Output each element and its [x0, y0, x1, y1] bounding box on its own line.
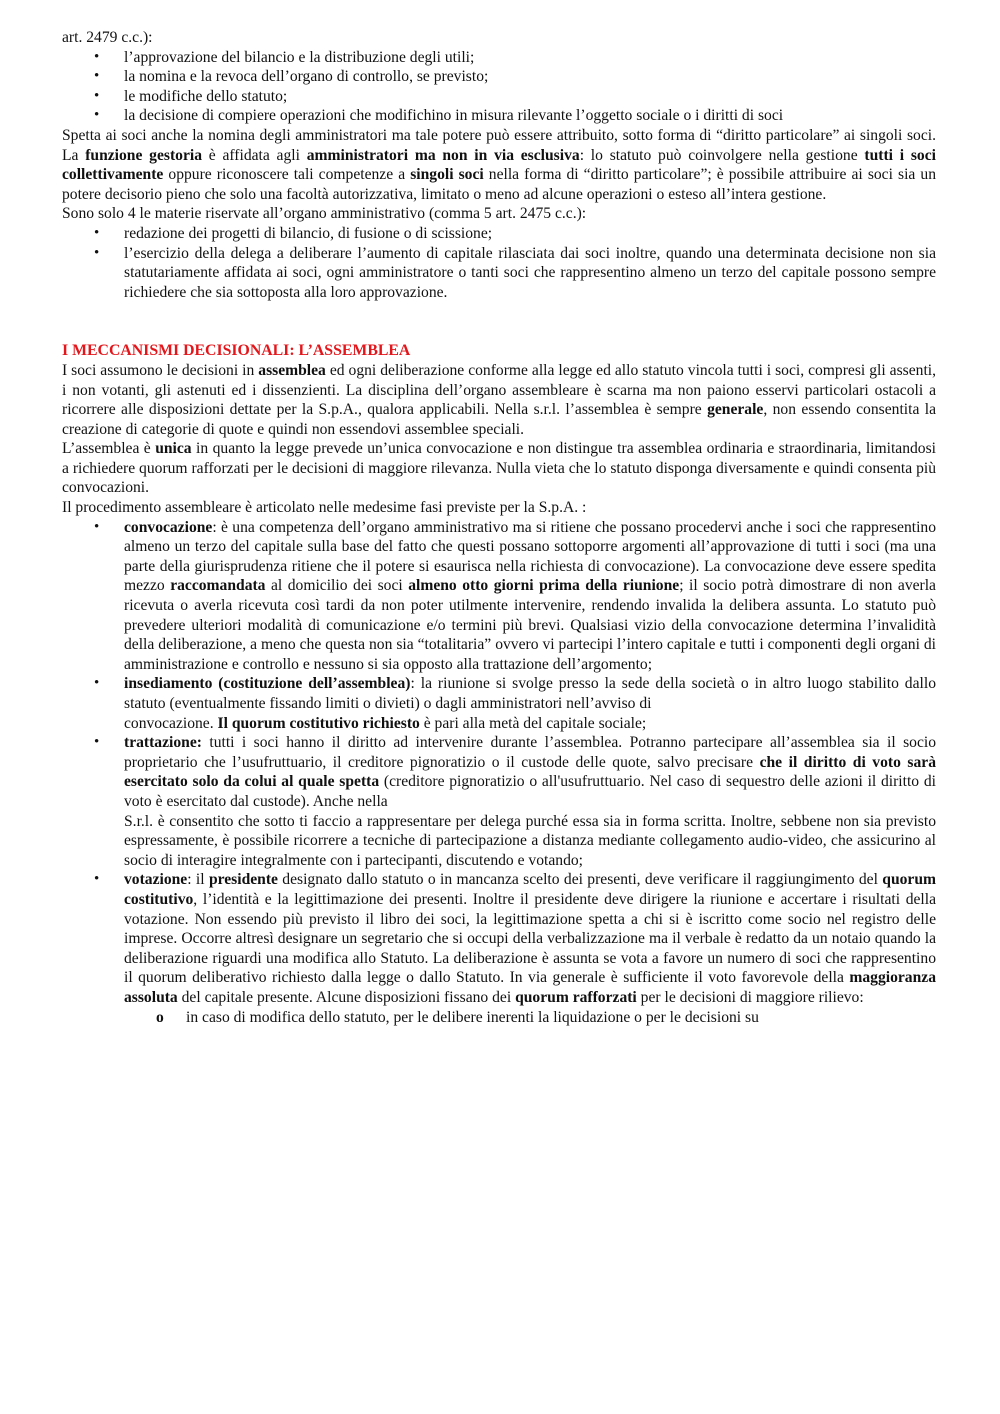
- bold-text: maggioranza assoluta: [124, 969, 936, 1006]
- bold-text: raccomandata: [170, 577, 266, 595]
- text-run: designato dallo statuto o in mancanza scelto dei presenti, deve verificare il raggiungimento del: [277, 871, 883, 889]
- materie-list: [62, 224, 936, 302]
- paragraph-materie: Sono solo 4 le materie riservate all’organo amministrativo (comma 5 art. 2475 c.c.):: [62, 205, 587, 223]
- text-run: Spetta ai soci anche la nomina degli amministratori ma tale potere può essere attribuito, sotto forma di “diritto particolare” ai singoli soci. La: [62, 126, 936, 164]
- paragraph-procedimento: Il procedimento assembleare è articolato nelle medesime fasi previste per la S.p.A. :: [62, 499, 587, 517]
- text-run: al domicilio dei soci: [265, 577, 409, 595]
- bold-text: funzione gestoria: [85, 146, 202, 164]
- list-item: • l’esercizio della delega a deliberare l’aumento di capitale rilasciata dai soci inoltre, quando una determinata decisione non sia statutariamente affidata ai soci, ogni amministratore o tanti soci che rappresentino almeno un terzo del capitale possono sempre richiedere che sia sottoposta alla loro approvazione.: [62, 244, 936, 303]
- text-run: del capitale presente. Alcune disposizioni fissano dei: [177, 988, 516, 1006]
- bold-text: insediamento (costituzione dell’assemblea): [124, 675, 411, 693]
- text-run: L’assemblea è: [62, 440, 156, 458]
- text-run: per le decisioni di maggiore rilievo:: [636, 988, 864, 1006]
- bold-text: tutti i soci collettivamente: [62, 146, 936, 184]
- text-run: ed ogni deliberazione conforme alla legge ed allo statuto vincola tutti i soci, compresi gli assenti, i non votanti, gli astenuti ed i dissenzienti. La disciplina dell’organo assembleare è scarna ma non paiono esservi particolari ostacoli a ricorrere alle disposizioni dettate per la S.p.A., qualora applicabili. Nella s.r.l. l’assemblea è sempre: [62, 361, 937, 419]
- text-run: ; il socio potrà dimostrare di non averla ricevuta o averla ricevuta così tardi da non poter utilmente intervenire, rendendo invalida la delibera assunta. Lo statuto può prevedere ulteriori modalità di comunicazione e/o termini più brevi. Qualsiasi vizio della convocazione determina l’invalidità della deliberazione, a meno che questa non sia “totalitaria” ovvero vi partecipi l’intero capitale e tutti i componenti degli organi di amministrazione e controllo e nessuno si sia opposto alla trattazione dell’argomento;: [124, 577, 936, 673]
- list-item-convocazione: [62, 518, 936, 675]
- text-run: è pari alla metà del capitale sociale;: [419, 714, 647, 732]
- text-run: in quanto la legge prevede un’unica convocazione e non distingue tra assemblea ordinaria e straordinaria, limitandosi a richiedere quorum rafforzati per le decisioni di maggiore rilevanza. Nulla vieta che lo statuto disponga diversamente e quindi consenta più convocazioni.: [62, 440, 936, 497]
- text-run: : lo statuto può coinvolgere nella gestione: [579, 146, 865, 164]
- list-item-trattazione: [62, 733, 936, 870]
- bold-text: unica: [155, 440, 192, 458]
- text-run: : è una competenza dell’organo amministrativo ma si ritiene che possano procedervi anche i soci che rappresentino almeno un terzo del capitale sulla base del fatto che questi possano sottoporre argomenti all’approvazione di tutti i soci (ma una parte della giurisprudenza ritiene che il potere si esaurisca nella richiesta di convocazione). La convocazione deve essere spedita mezzo: [124, 518, 936, 595]
- text-run: , non essendo consentita la creazione di categorie di quote e quindi non essendovi assemblee speciali.: [62, 401, 936, 438]
- bold-text: assemblea: [258, 361, 326, 379]
- list-item-votazione: [62, 870, 936, 1007]
- bold-text: almeno otto giorni prima della riunione: [408, 577, 680, 595]
- text-run: nella forma di “diritto particolare”; è possibile attribuire ai soci sia un potere decisorio pieno che solo una facoltà autorizzativa, limitato o meno ad alcune operazioni o esteso all’intera gestione.: [62, 166, 936, 203]
- intro-line: art. 2479 c.c.):: [62, 29, 153, 46]
- list-item: • le modifiche dello statuto;: [62, 87, 936, 107]
- list-item: • redazione dei progetti di bilancio, di fusione o di scissione;: [62, 224, 936, 244]
- paragraph-assemblea: [62, 361, 936, 439]
- list-item: • la nomina e la revoca dell’organo di controllo, se previsto;: [62, 67, 936, 87]
- text-run: è affidata agli: [202, 146, 307, 164]
- text-run: oppure riconoscere tali competenze a: [163, 166, 411, 184]
- list-item: • la decisione di compiere operazioni che modifichino in misura rilevante l’oggetto sociale o i diritti di soci: [62, 106, 936, 126]
- bold-text: presidente: [208, 871, 278, 889]
- bold-text: convocazione: [124, 518, 213, 536]
- sub-list-item: o in caso di modifica dello statuto, per le delibere inerenti la liquidazione o per le decisioni su: [124, 1008, 936, 1028]
- bold-text: trattazione:: [124, 734, 202, 752]
- text-run: , l’identità e la legittimazione dei presenti. Inoltre il presidente deve dirigere la riunione e accertare i risultati della votazione. Non essendo più previsto il libro dei soci, la legittimazione spetta a chi si è iscritto come socio nel registro delle imprese. Occorre altresì designare un segretario che si occupi della verbalizzazione ma il verbale è redatto da un notaio quando la deliberazione riguardi una modifica allo Statuto. La deliberazione è assunta se vota a favore un numero di soci che rappresentino il quorum deliberativo richiesto dalla legge o dallo Statuto. In via generale è sufficiente il voto favorevole della: [124, 890, 936, 987]
- text-run: convocazione.: [124, 714, 218, 732]
- bold-text: quorum rafforzati: [515, 988, 637, 1006]
- bold-text: votazione: [124, 871, 188, 889]
- bold-text: amministratori ma non in via esclusiva: [306, 146, 580, 164]
- text-run: : il: [187, 871, 209, 889]
- list-item: • l’approvazione del bilancio e la distribuzione degli utili;: [62, 48, 936, 68]
- bold-text: Il quorum costitutivo richiesto: [217, 714, 420, 732]
- bold-text: singoli soci: [410, 166, 484, 184]
- text-run: : la riunione si svolge presso la sede della società o in altro luogo stabilito dallo statuto (eventualmente fissando limiti o divieti) o dagli amministratori nell’avviso di: [124, 675, 936, 712]
- document-page: [62, 28, 936, 1027]
- phases-list-cont: [62, 733, 936, 1007]
- bold-text: quorum costitutivo: [124, 871, 937, 908]
- text-run: (creditore pignoratizio o all'usufruttuario. Nel caso di sequestro delle azioni il diritto di voto è esercitato dal custode). Anche nella: [124, 773, 936, 810]
- section-heading: I MECCANISMI DECISIONALI: L’ASSEMBLEA: [62, 342, 411, 360]
- paragraph-unica: [62, 439, 936, 498]
- text-run: tutti i soci hanno il diritto ad intervenire durante l’assemblea. Potranno partecipare all’assemblea sia il socio proprietario che l’usufruttuario, il creditore pignoratizio o il custode delle quote, salvo precisare: [124, 734, 936, 771]
- bold-text: generale: [707, 401, 764, 419]
- bold-text: che il diritto di voto sarà esercitato solo da colui al quale spetta: [124, 753, 936, 791]
- paragraph-gestione: [62, 126, 936, 204]
- quorum-sublist: [62, 1008, 936, 1028]
- list-item-insediamento: [62, 674, 936, 713]
- text-run: S.r.l. è consentito che sotto ti faccio a rappresentare per delega purché essa sia in forma scritta. Inoltre, sebbene non sia previsto espressamente, è possibile ricorrere a tecniche di partecipazione a distanza mediante collegamento audio-video, che assicurino al socio di interagire integralmente con i partecipanti, discutendo e votando;: [124, 812, 936, 869]
- insediamento-continuation: [62, 714, 936, 734]
- text-run: I soci assumono le decisioni in: [62, 361, 259, 379]
- phases-list: [62, 518, 936, 714]
- decisions-list: [62, 48, 936, 126]
